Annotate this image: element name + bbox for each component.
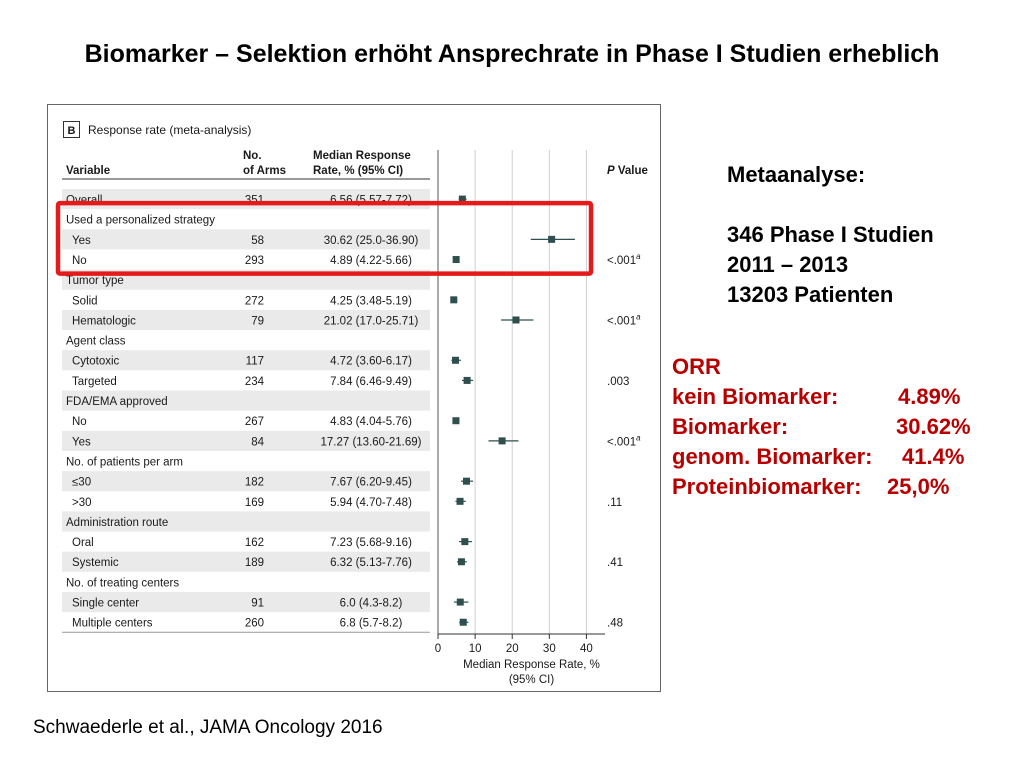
header-arms: of Arms <box>243 165 287 177</box>
orr-value: 41.4% <box>902 444 965 469</box>
point-estimate <box>460 619 467 626</box>
point-estimate <box>548 236 555 243</box>
row-arms: 351 <box>244 194 264 207</box>
x-axis-label: (95% CI) <box>508 674 555 686</box>
row-label: Systemic <box>72 557 119 570</box>
row-arms: 272 <box>244 295 264 308</box>
point-estimate <box>513 316 520 323</box>
orr-row <box>672 382 971 412</box>
meta-studies: 346 Phase I Studien <box>727 222 934 247</box>
row-arms: 162 <box>244 537 264 550</box>
point-estimate <box>457 498 464 505</box>
header-rate: Rate, % (95% CI) <box>313 165 404 177</box>
row-rate: 4.25 (3.48-5.19) <box>330 295 412 308</box>
orr-value: 4.89% <box>898 384 961 409</box>
citation: Schwaederle et al., JAMA Oncology 2016 <box>33 717 383 738</box>
row-label: Yes <box>72 436 91 449</box>
row-label: Hematologic <box>72 315 136 328</box>
panel-label: B <box>67 125 76 137</box>
row-rate: 21.02 (17.0-25.71) <box>323 315 419 328</box>
orr-label: kein Biomarker: <box>672 384 839 409</box>
row-rate: 5.94 (4.70-7.48) <box>330 496 412 509</box>
forest-plot-svg <box>48 105 662 693</box>
row-rate: 4.72 (3.60-6.17) <box>330 355 412 368</box>
row-rate: 6.0 (4.3-8.2) <box>339 597 403 610</box>
row-label: No. of patients per arm <box>66 456 183 469</box>
header-variable: Variable <box>66 165 111 177</box>
row-rate: 17.27 (13.60-21.69) <box>320 436 422 449</box>
x-tick-label: 0 <box>434 643 442 655</box>
panel-title: Response rate (meta-analysis) <box>88 123 252 137</box>
row-label: Cytotoxic <box>72 355 120 368</box>
row-arms: 58 <box>251 234 264 247</box>
meta-years: 2011 – 2013 <box>727 252 849 277</box>
row-rate: 6.8 (5.7-8.2) <box>339 617 403 630</box>
row-rate: 7.23 (5.68-9.16) <box>330 537 412 550</box>
row-arms: 91 <box>251 597 264 610</box>
row-label: No. of treating centers <box>66 577 180 590</box>
x-tick-label: 20 <box>505 643 519 655</box>
point-estimate <box>464 377 471 384</box>
forest-plot-figure <box>47 104 661 692</box>
row-arms: 267 <box>244 416 264 429</box>
row-label: Agent class <box>66 335 126 348</box>
header-arms: No. <box>243 150 262 162</box>
row-label: Tumor type <box>66 275 124 288</box>
row-arms: 260 <box>244 617 264 630</box>
orr-row <box>672 472 971 502</box>
point-estimate <box>453 256 460 263</box>
row-label: Yes <box>72 234 91 247</box>
x-tick-label: 30 <box>542 643 556 655</box>
point-estimate <box>499 437 506 444</box>
row-label: Solid <box>72 295 98 308</box>
row-label: Oral <box>72 537 94 550</box>
meta-heading: Metaanalyse: <box>727 162 866 187</box>
row-arms: 169 <box>244 496 264 509</box>
p-value: <.001$^a$ <box>607 251 641 267</box>
row-label: FDA/EMA approved <box>66 396 168 408</box>
orr-row <box>672 412 971 442</box>
point-estimate <box>452 417 459 424</box>
row-arms: 293 <box>244 254 264 267</box>
p-value: .003 <box>607 375 630 388</box>
row-rate: 4.83 (4.04-5.76) <box>330 416 412 429</box>
orr-label: Proteinbiomarker: <box>672 474 862 499</box>
orr-label: Biomarker: <box>672 414 789 439</box>
point-estimate <box>461 538 468 545</box>
p-value: .48 <box>607 617 623 630</box>
row-label: Overall <box>66 194 103 207</box>
header-pvalue: P Value <box>607 165 648 177</box>
point-estimate <box>463 478 470 485</box>
p-value: <.001$^a$ <box>607 433 641 449</box>
point-estimate <box>458 558 465 565</box>
orr-box <box>672 352 971 502</box>
point-estimate <box>452 357 459 364</box>
row-label: Multiple centers <box>72 617 153 630</box>
x-tick-label: 40 <box>580 643 593 655</box>
x-tick-label: 10 <box>468 643 482 655</box>
row-label: No <box>72 254 87 267</box>
p-value: .41 <box>607 557 623 570</box>
orr-heading: ORR <box>672 354 721 379</box>
row-rate: 7.67 (6.20-9.45) <box>330 476 412 489</box>
header-rate: Median Response <box>313 150 411 162</box>
row-rate: 30.62 (25.0-36.90) <box>323 234 419 247</box>
row-rate: 6.32 (5.13-7.76) <box>330 557 412 570</box>
slide-title: Biomarker – Selektion erhöht Ansprechrate in Phase I Studien erheblich <box>84 40 940 68</box>
row-arms: 117 <box>245 355 264 368</box>
orr-row <box>672 442 971 472</box>
x-axis-label: Median Response Rate, % <box>463 659 600 671</box>
row-arms: 79 <box>251 315 264 328</box>
row-arms: 234 <box>244 375 264 388</box>
row-arms: 189 <box>244 557 264 570</box>
p-value: <.001$^a$ <box>607 312 641 328</box>
meta-analysis-box <box>727 160 934 310</box>
orr-value: 25,0% <box>887 474 950 499</box>
row-label: No <box>72 416 87 429</box>
row-label: Targeted <box>72 375 117 388</box>
orr-value: 30.62% <box>896 414 971 439</box>
row-label: Used a personalized strategy <box>66 214 215 227</box>
row-arms: 84 <box>251 436 264 449</box>
row-label: Administration route <box>66 516 169 529</box>
row-arms: 182 <box>244 476 264 489</box>
row-label: Single center <box>72 597 140 610</box>
row-label: ≤30 <box>72 476 92 489</box>
orr-label: genom. Biomarker: <box>672 444 873 469</box>
point-estimate <box>457 599 464 606</box>
p-value: .11 <box>607 496 623 509</box>
row-rate: 6.56 (5.57-7.72) <box>330 194 412 207</box>
point-estimate <box>450 296 457 303</box>
row-label: >30 <box>72 496 92 509</box>
row-rate: 4.89 (4.22-5.66) <box>330 254 412 267</box>
row-rate: 7.84 (6.46-9.49) <box>330 375 412 388</box>
meta-patients: 13203 Patienten <box>727 282 894 307</box>
